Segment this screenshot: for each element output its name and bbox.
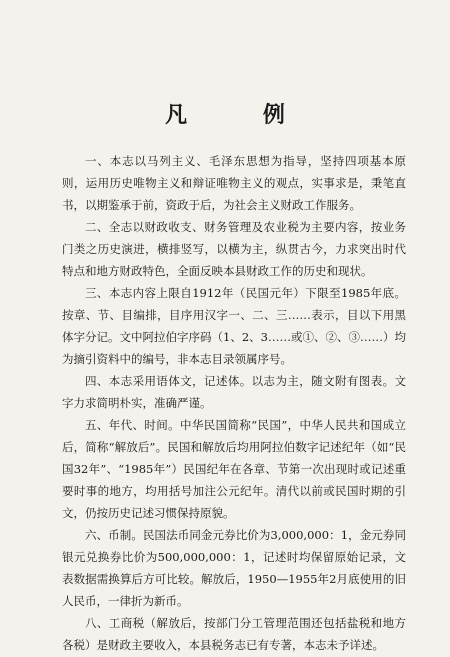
paragraph-5: 五、年代、时间。中华民国简称“民国”，中华人民共和国成立后，简称“解放后”。民国和解放后均用阿拉伯数字记述纪年（如“民国32年”、“1985年”）民国纪年在各章、节第一次出现时或记述重要时事的地方，均用括号加注公元纪年。清代以前或民国时期的引文，仍按历史记述习惯保持原貌。 [62,418,406,520]
paragraph-8: 八、工商税（解放后，按部门分工管理范围还包括盐税和地方各税）是财政主要收入，本县税务志已有专著，本志未予详述。 [62,616,406,652]
page-title: 凡 例 [165,102,319,128]
paragraph-6: 六、币制。民国法币同金元券比价为3,000,000：1，金元券同银元兑换券比价为500,000,000：1，记述时均保留原始记录，文表数据需换算后方可比较。解放后，1950—1955年2月底使用的旧人民币，一律折为新币。 [62,528,406,608]
paragraph-2: 二、全志以财政收支、财务管理及农业税为主要内容，按业务门类之历史演进，横排竖写，以横为主，纵贯古今，力求突出时代特点和地方财政特色，全面反映本县财政工作的历史和现状。 [62,220,406,278]
body-text [62,150,406,656]
paragraph-4: 四、本志采用语体文，记述体。以志为主，随文附有图表。文字力求简明朴实，准确严谨。 [62,374,406,410]
paragraph-3: 三、本志内容上限自1912年（民国元年）下限至1985年底。按章、节、目编排，目序用汉字一、二、三……表示，目以下用黑体字分记。文中阿拉伯字序码（1、2、3……或①、②、③……）均为摘引资料中的编号，非本志目录领属序号。 [62,286,406,366]
paragraph-1: 一、本志以马列主义、毛泽东思想为指导，坚持四项基本原则，运用历史唯物主义和辩证唯物主义的观点，实事求是，秉笔直书，以期鉴承于前，资政于后，为社会主义财政工作服务。 [62,154,406,212]
